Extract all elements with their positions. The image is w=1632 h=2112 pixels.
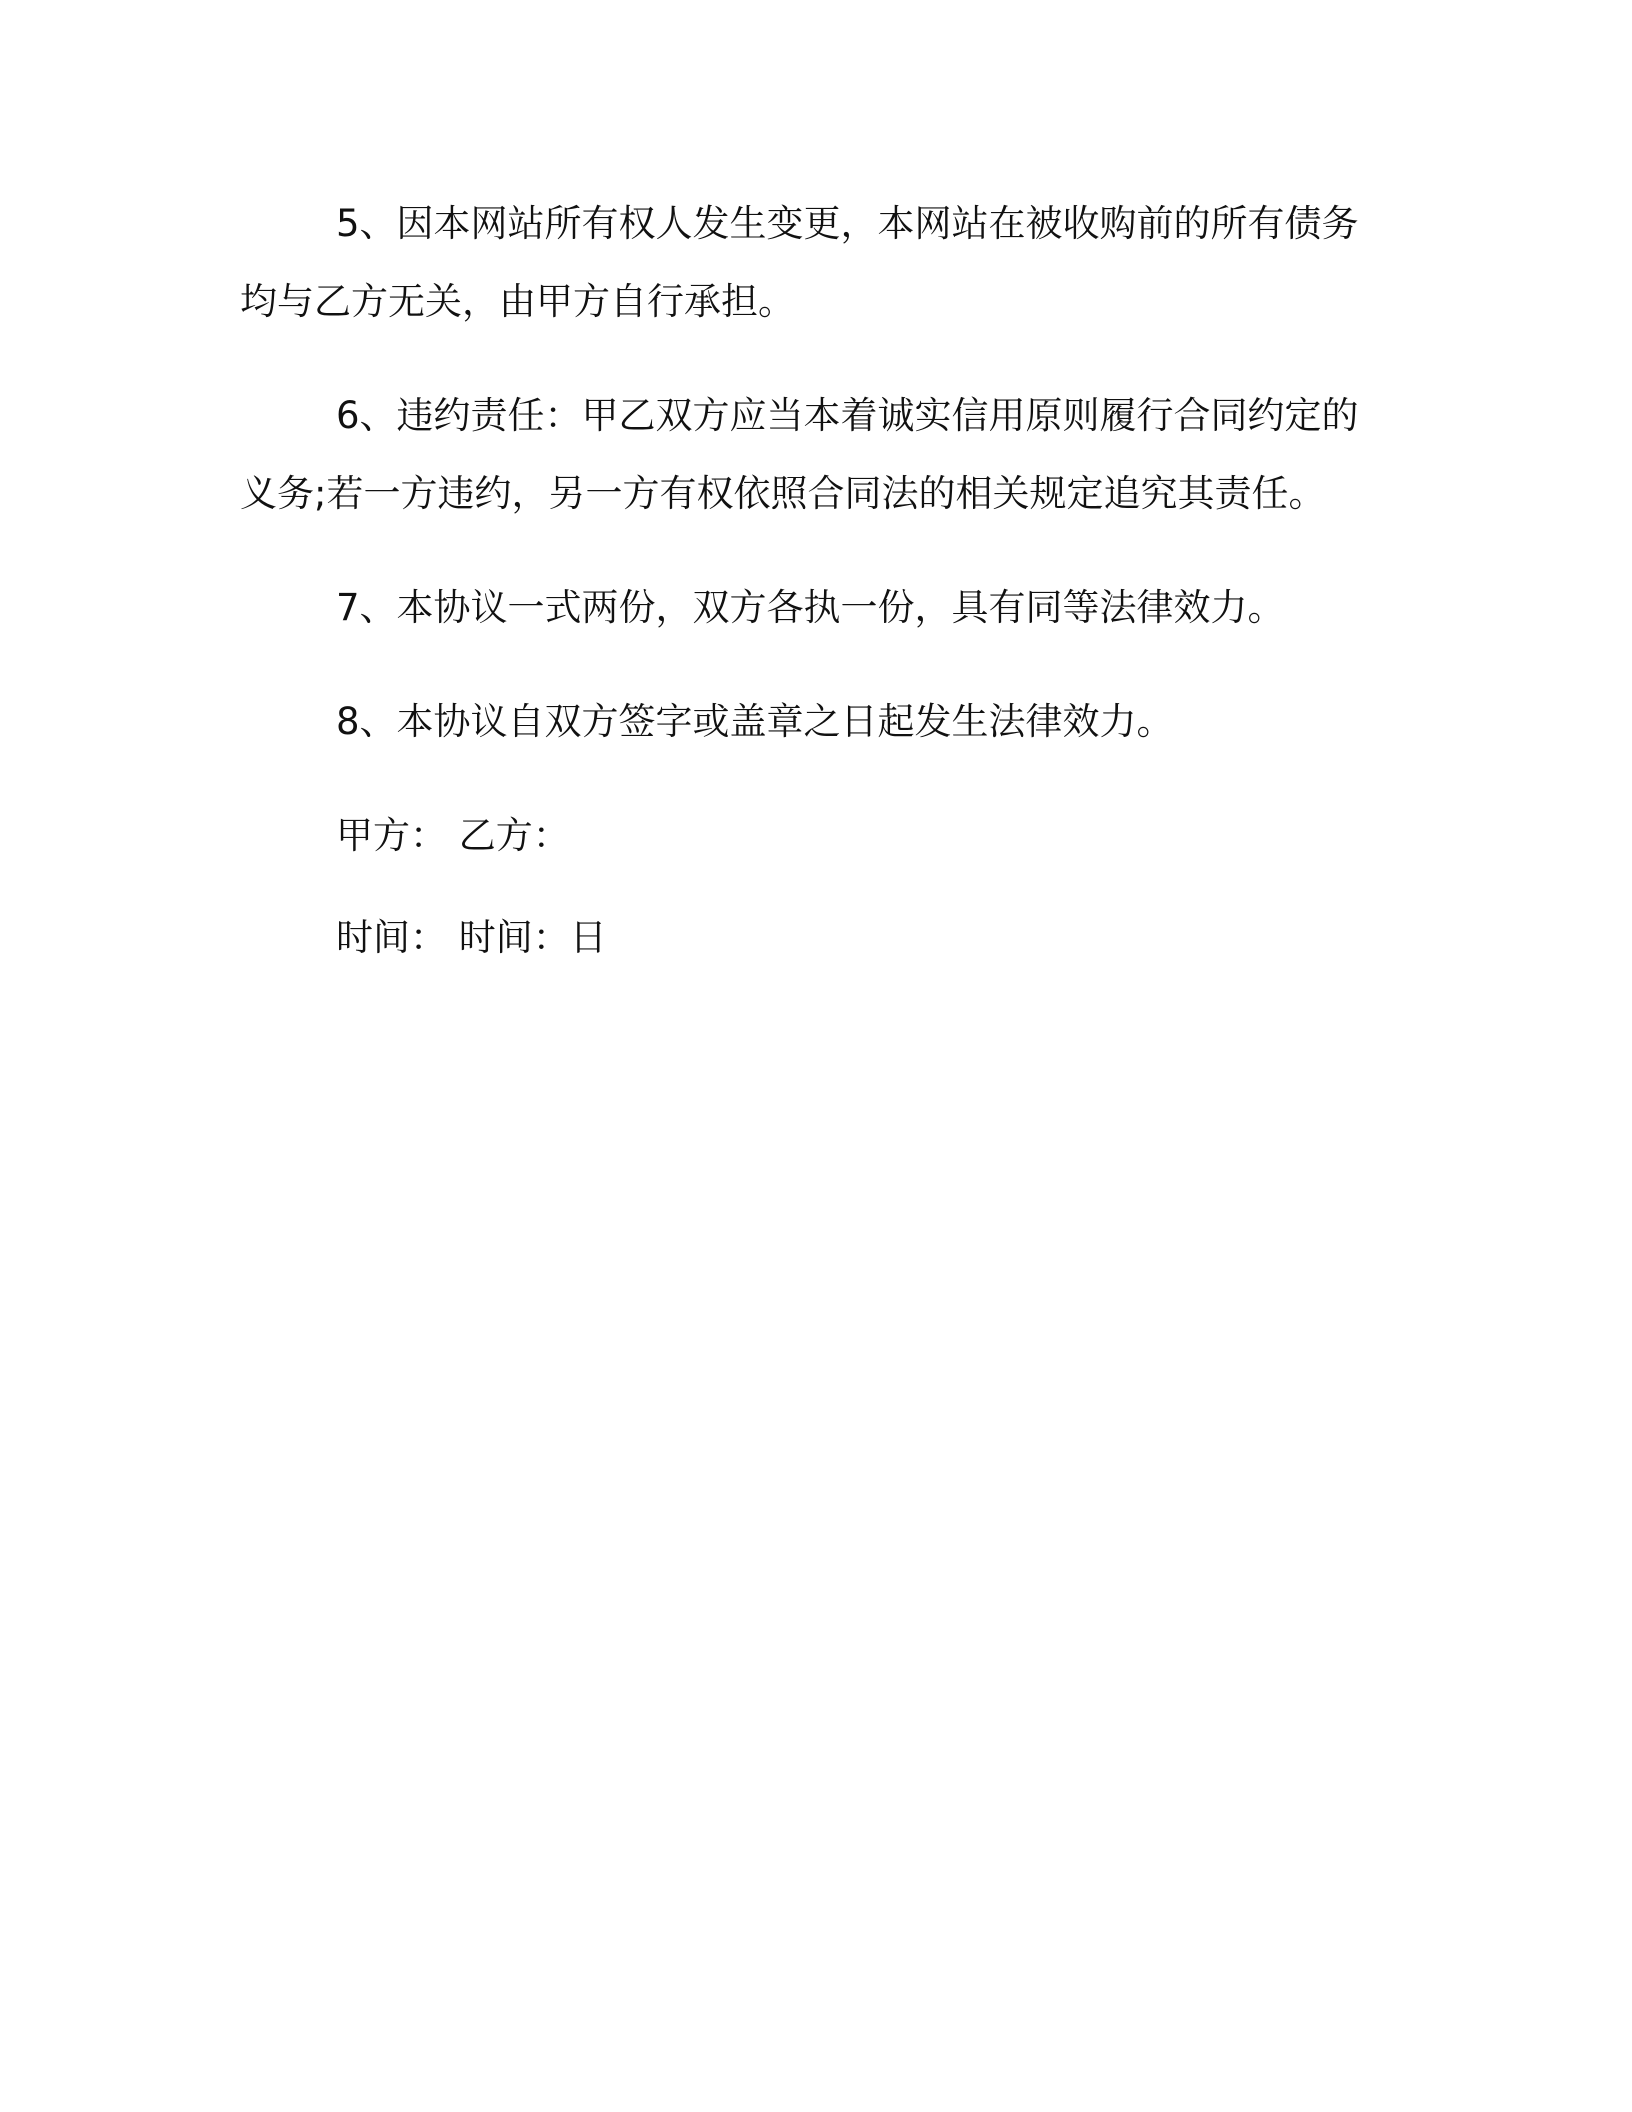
- clause-8: 8、本协议自双方签字或盖章之日起发生法律效力。: [336, 700, 1174, 743]
- clause-7: 7、本协议一式两份，双方各执一份，具有同等法律效力。: [336, 586, 1285, 629]
- document-body: [240, 185, 1360, 1001]
- signature-line: 甲方： 乙方：: [336, 814, 570, 857]
- clause-5: 5、因本网站所有权人发生变更，本网站在被收购前的所有债务均与乙方无关，由甲方自行承担。: [240, 202, 1359, 323]
- clause-6: 6、违约责任：甲乙双方应当本着诚实信用原则履行合同约定的义务;若一方违约，另一方有权依照合同法的相关规定追究其责任。: [240, 394, 1359, 515]
- date-line: 时间： 时间：日: [336, 916, 607, 959]
